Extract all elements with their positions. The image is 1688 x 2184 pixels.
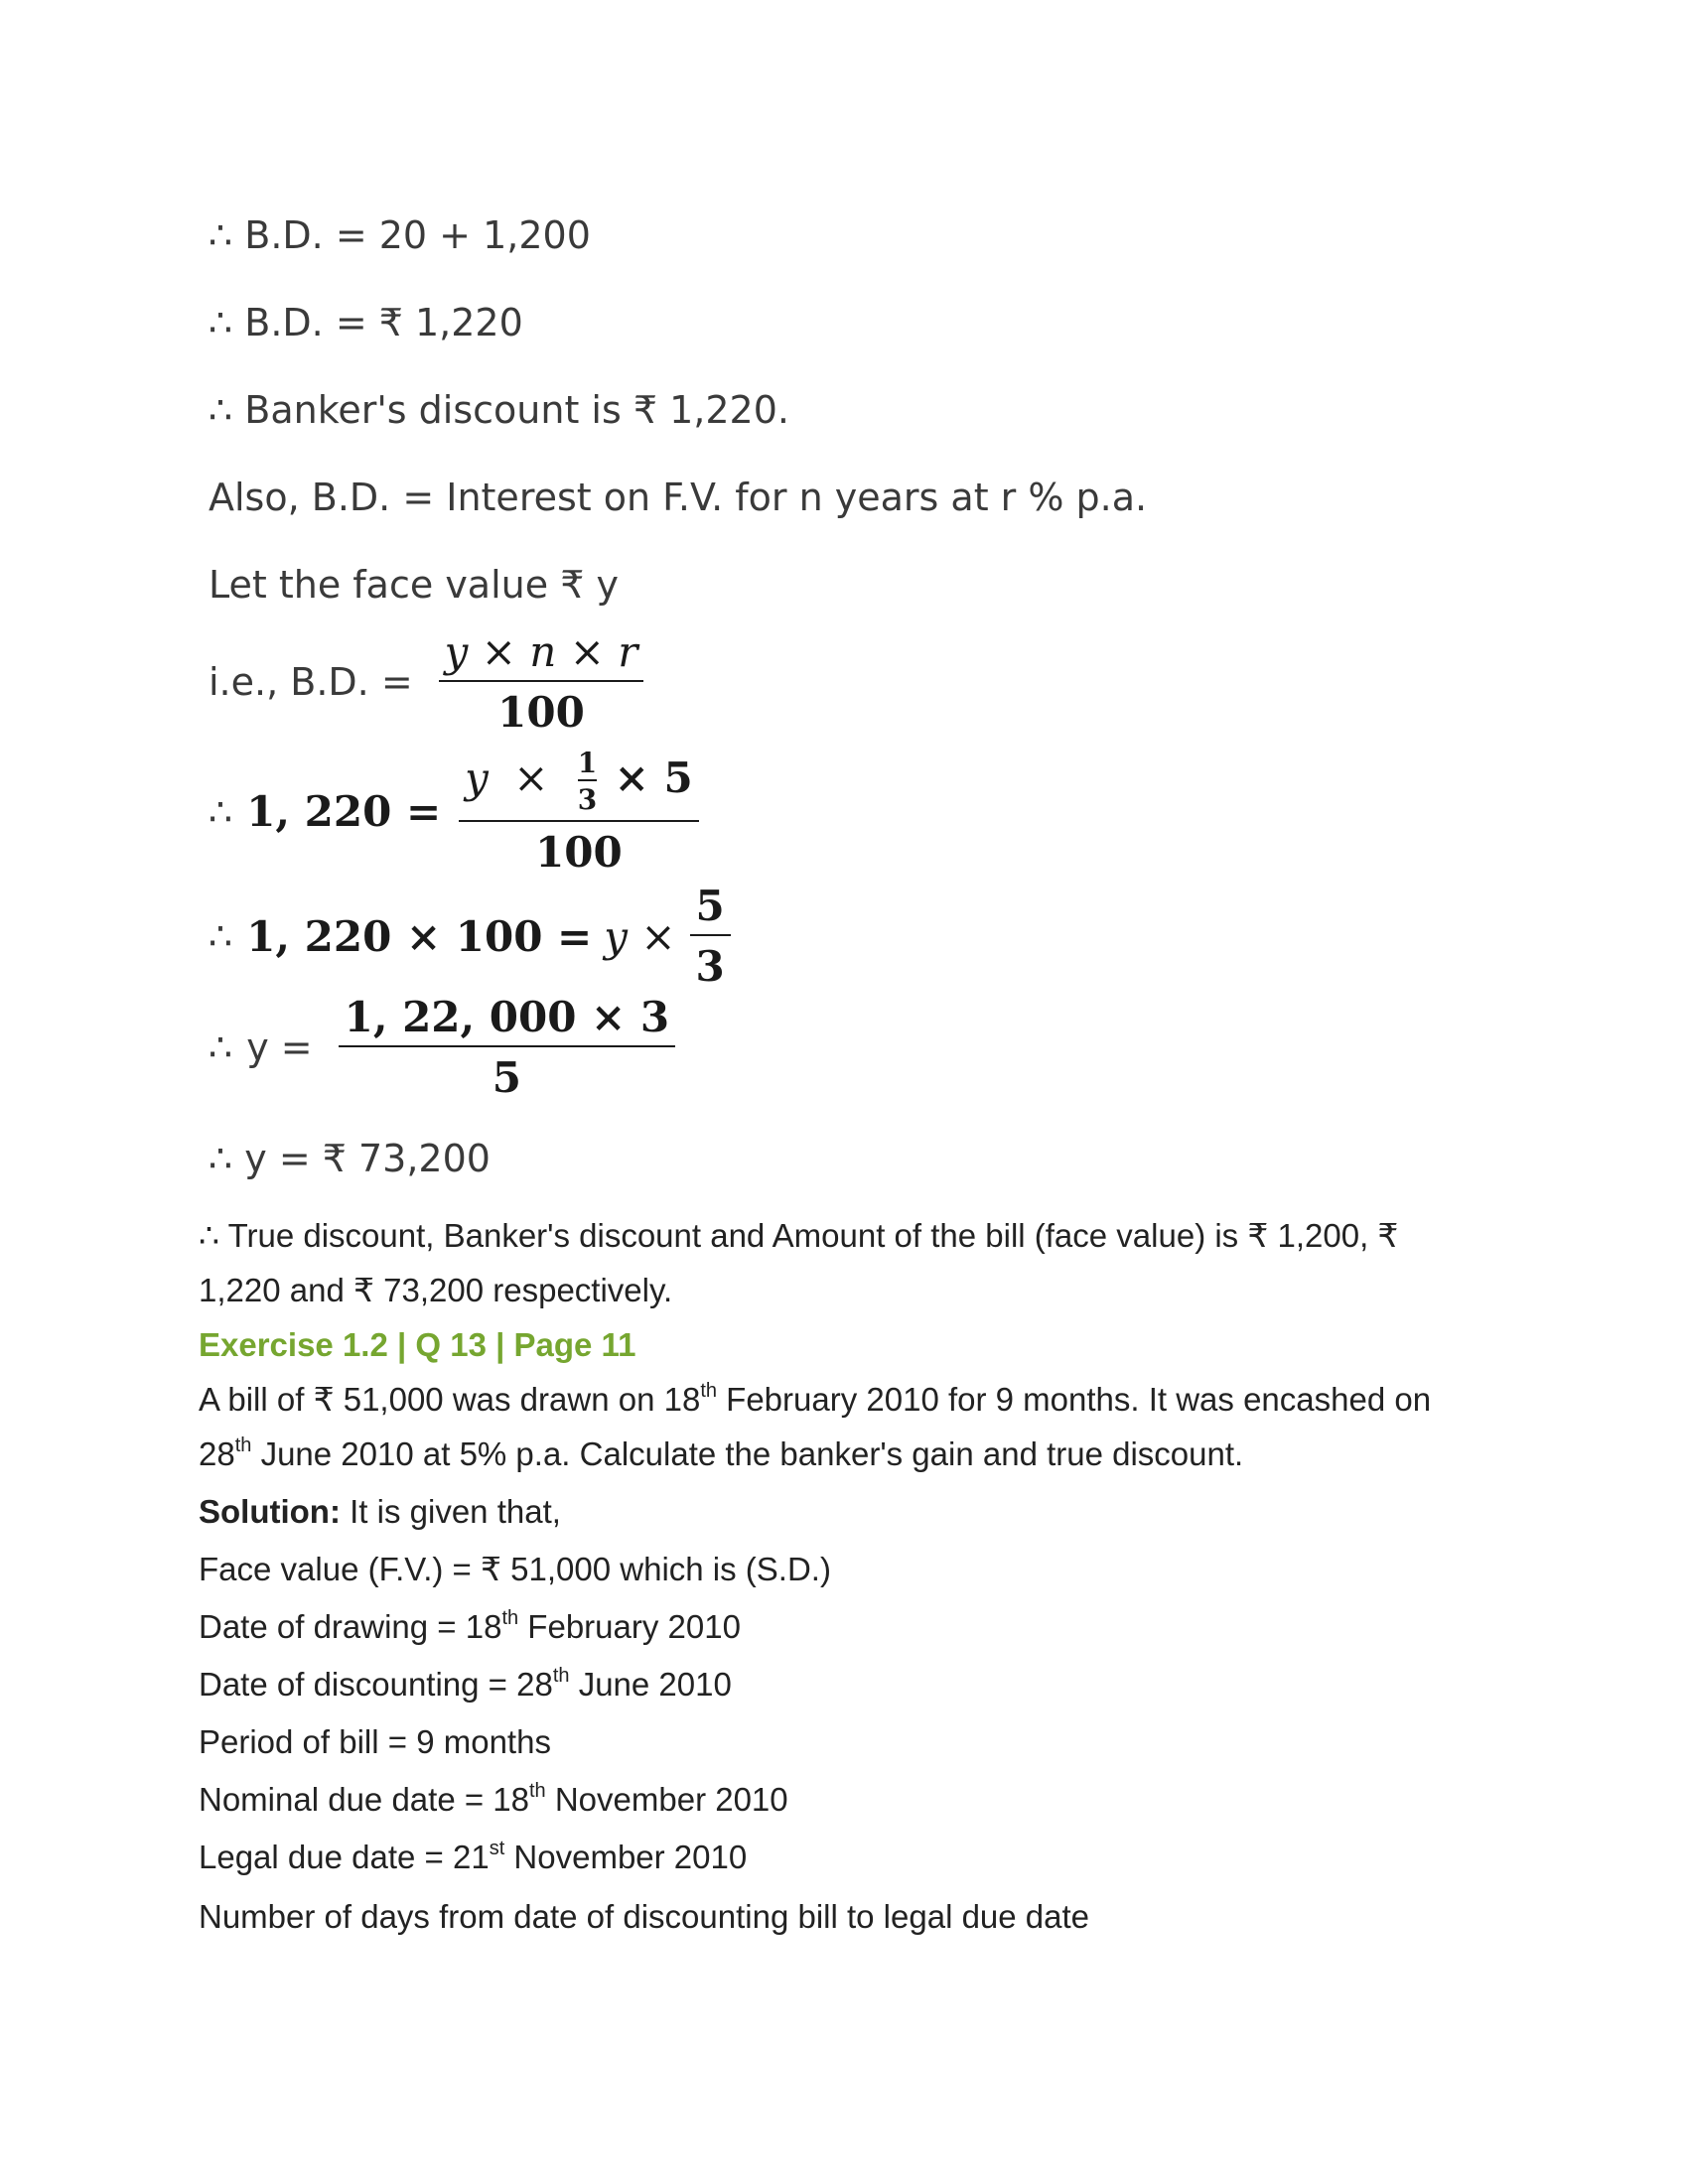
legal-due-date-line	[199, 1838, 748, 1875]
also-line: Also, B.D. = Interest on F.V. for n years at r % p.a.	[209, 476, 1148, 519]
formula-denominator: 100	[439, 680, 644, 737]
summary-line-1: ∴ True discount, Banker's discount and Amount of the bill (face value) is ₹ 1,200, ₹	[199, 1217, 1399, 1254]
superscript: th	[501, 1607, 519, 1629]
therefore-symbol: ∴	[209, 1025, 233, 1069]
summary-line-2: 1,220 and ₹ 73,200 respectively.	[199, 1272, 673, 1308]
formula-label: i.e., B.D. =	[209, 660, 413, 704]
date-of-discounting-text: Date of discounting = 28	[199, 1666, 553, 1703]
equation-2	[209, 882, 739, 991]
equation-1-lhs: 1, 220 =	[246, 787, 442, 836]
therefore-symbol: ∴	[209, 914, 233, 958]
date-of-drawing-text: Date of drawing = 18	[199, 1608, 502, 1645]
superscript: th	[234, 1434, 252, 1456]
equation-1-numerator: y × $\frac{1}{3}$ × 5	[465, 747, 693, 816]
equation-3	[209, 993, 683, 1102]
superscript: th	[700, 1380, 717, 1402]
number-of-days-line: Number of days from date of discounting bill to legal due date	[199, 1898, 1090, 1935]
equation-2-denominator: 3	[690, 934, 731, 991]
therefore-symbol: ∴	[209, 789, 233, 834]
solution-label: Solution:	[199, 1493, 341, 1530]
equation-1-numerator-rest: × 5	[614, 753, 693, 802]
bd-total-line: ∴ B.D. = ₹ 1,220	[209, 301, 523, 344]
superscript: th	[552, 1665, 570, 1687]
equation-3-numerator: 1, 22, 000 × 3	[344, 993, 670, 1041]
equation-2-y: y ×	[604, 911, 676, 961]
one-third-denominator: 3	[578, 779, 597, 816]
date-of-discounting-line	[199, 1665, 732, 1703]
superscript: th	[528, 1780, 546, 1802]
equation-1-fraction	[459, 747, 699, 877]
face-value-line: Face value (F.V.) = ₹ 51,000 which is (S.D.)	[199, 1551, 831, 1587]
equation-1	[209, 747, 707, 877]
equation-3-fraction	[339, 993, 676, 1102]
bd-conclusion-line: ∴ Banker's discount is ₹ 1,220.	[209, 388, 789, 432]
equation-3-denominator: 5	[339, 1045, 676, 1102]
equation-2-lhs: 1, 220 × 100 =	[246, 911, 593, 961]
nominal-due-date-text: Nominal due date = 18	[199, 1781, 529, 1818]
date-of-discounting-month: June 2010	[569, 1666, 732, 1703]
equation-2-numerator: 5	[695, 882, 725, 930]
date-of-drawing-month: February 2010	[518, 1608, 741, 1645]
solution-intro-text: It is given that,	[340, 1493, 561, 1530]
question-line-1-start: A bill of ₹ 51,000 was drawn on 18	[199, 1381, 701, 1418]
question-line-2-end: June 2010 at 5% p.a. Calculate the banker's gain and true discount.	[251, 1435, 1244, 1472]
period-line: Period of bill = 9 months	[199, 1723, 551, 1760]
date-of-drawing-line	[199, 1607, 741, 1645]
question-line-1-end: February 2010 for 9 months. It was encashed on	[717, 1381, 1432, 1418]
formula-numerator: y × n × r	[444, 627, 638, 676]
superscript: st	[489, 1838, 505, 1859]
one-third-fraction	[578, 747, 597, 816]
solution-intro	[199, 1495, 561, 1528]
one-third-numerator: 1	[577, 747, 598, 779]
equation-2-fraction	[690, 882, 731, 991]
bd-sum-line: ∴ B.D. = 20 + 1,200	[209, 213, 591, 257]
question-line-1	[199, 1380, 1432, 1418]
equation-3-label: y =	[246, 1025, 313, 1069]
bd-formula	[209, 627, 651, 737]
nominal-due-date-month: November 2010	[545, 1781, 788, 1818]
equation-1-denominator: 100	[459, 820, 699, 877]
let-face-value-line: Let the face value ₹ y	[209, 563, 619, 607]
exercise-heading: Exercise 1.2 | Q 13 | Page 11	[199, 1326, 636, 1363]
variable-y: y	[465, 753, 489, 802]
legal-due-date-month: November 2010	[504, 1839, 748, 1875]
nominal-due-date-line	[199, 1780, 788, 1818]
question-line-2-start: 28	[199, 1435, 235, 1472]
legal-due-date-text: Legal due date = 21	[199, 1839, 490, 1875]
formula-fraction	[439, 627, 644, 737]
question-line-2	[199, 1434, 1244, 1472]
result-line: ∴ y = ₹ 73,200	[209, 1137, 491, 1180]
